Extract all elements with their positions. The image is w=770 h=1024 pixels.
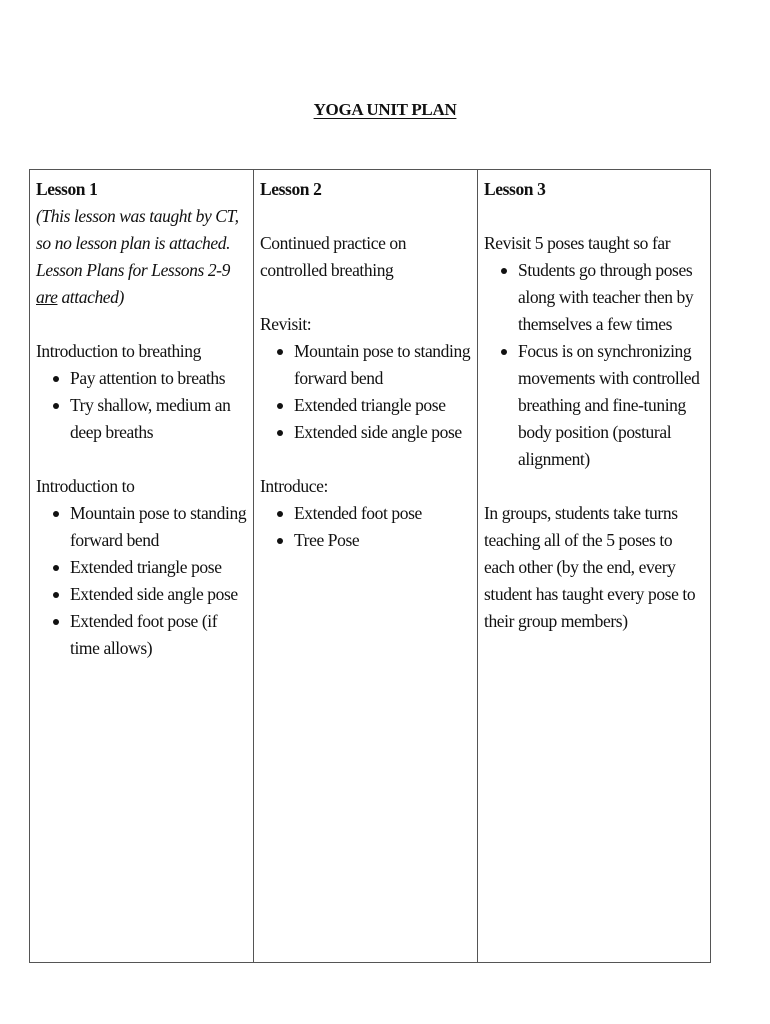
list-item: [70, 500, 248, 554]
list-item: [70, 581, 248, 608]
bullet-icon: [501, 349, 507, 355]
list-item: [70, 392, 248, 446]
list-item: [294, 527, 472, 554]
list-item: [294, 419, 472, 446]
page-title: [0, 100, 770, 120]
list-item: [70, 365, 248, 392]
lesson-1-note-underlined: are: [36, 287, 58, 307]
list-item-text: Pay attention to breaths: [70, 368, 226, 388]
bullet-icon: [501, 268, 507, 274]
bullet-icon: [277, 430, 283, 436]
list-item: [294, 392, 472, 419]
bullet-icon: [277, 511, 283, 517]
list-item-text: Students go through poses along with teacher then by themselves a few times: [518, 260, 694, 334]
list-item-text: Focus is on synchronizing movements with controlled breathing and fine-tuning body position (postural alignment): [518, 341, 700, 469]
lesson-2-heading: Lesson 2: [260, 179, 322, 199]
lesson-2-intro: Continued practice on controlled breathing: [260, 233, 407, 280]
lesson-1-section-1-list: [36, 365, 248, 446]
list-item: [70, 608, 248, 662]
page-title-text: YOGA UNIT PLAN: [313, 100, 457, 119]
unit-plan-table: [29, 169, 711, 963]
list-item: [294, 500, 472, 527]
lesson-1-heading: Lesson 1: [36, 179, 98, 199]
bullet-icon: [53, 376, 59, 382]
lesson-1-note-part2: attached): [57, 287, 124, 307]
list-item-text: Extended foot pose (if time allows): [70, 611, 218, 658]
lesson-1-section-1-title: Introduction to breathing: [36, 341, 201, 361]
lesson-3-section-1-title: Revisit 5 poses taught so far: [484, 233, 671, 253]
lesson-2-cell: [254, 170, 478, 963]
lesson-2-section-1-title: Revisit:: [260, 314, 312, 334]
bullet-icon: [277, 538, 283, 544]
lesson-1-note: [36, 203, 248, 311]
list-item: [294, 338, 472, 392]
list-item-text: Mountain pose to standing forward bend: [294, 341, 471, 388]
bullet-icon: [53, 592, 59, 598]
bullet-icon: [53, 619, 59, 625]
lesson-1-cell: [30, 170, 254, 963]
lesson-2-section-2-list: [260, 500, 472, 554]
lesson-1-note-part1: (This lesson was taught by CT, so no lesson plan is attached. Lesson Plans for Lessons 2-9: [36, 206, 239, 280]
lesson-3-cell: [478, 170, 711, 963]
bullet-icon: [53, 511, 59, 517]
list-item-text: Tree Pose: [294, 530, 360, 550]
lesson-2-section-1-list: [260, 338, 472, 446]
list-item-text: Extended triangle pose: [70, 557, 222, 577]
lesson-2-section-2-title: Introduce:: [260, 476, 328, 496]
list-item-text: Extended foot pose: [294, 503, 422, 523]
list-item-text: Extended triangle pose: [294, 395, 446, 415]
list-item: [518, 257, 705, 338]
bullet-icon: [53, 565, 59, 571]
lesson-3-paragraph: In groups, students take turns teaching all of the 5 poses to each other (by the end, every student has taught every pose to their group members): [484, 503, 696, 631]
bullet-icon: [277, 349, 283, 355]
lesson-3-section-1-list: [484, 257, 705, 473]
bullet-icon: [277, 403, 283, 409]
lesson-1-section-2-title: Introduction to: [36, 476, 135, 496]
lesson-1-section-2-list: [36, 500, 248, 662]
list-item-text: Extended side angle pose: [70, 584, 238, 604]
list-item-text: Extended side angle pose: [294, 422, 462, 442]
list-item-text: Mountain pose to standing forward bend: [70, 503, 247, 550]
list-item: [518, 338, 705, 473]
list-item: [70, 554, 248, 581]
list-item-text: Try shallow, medium an deep breaths: [70, 395, 231, 442]
bullet-icon: [53, 403, 59, 409]
lesson-3-heading: Lesson 3: [484, 179, 546, 199]
